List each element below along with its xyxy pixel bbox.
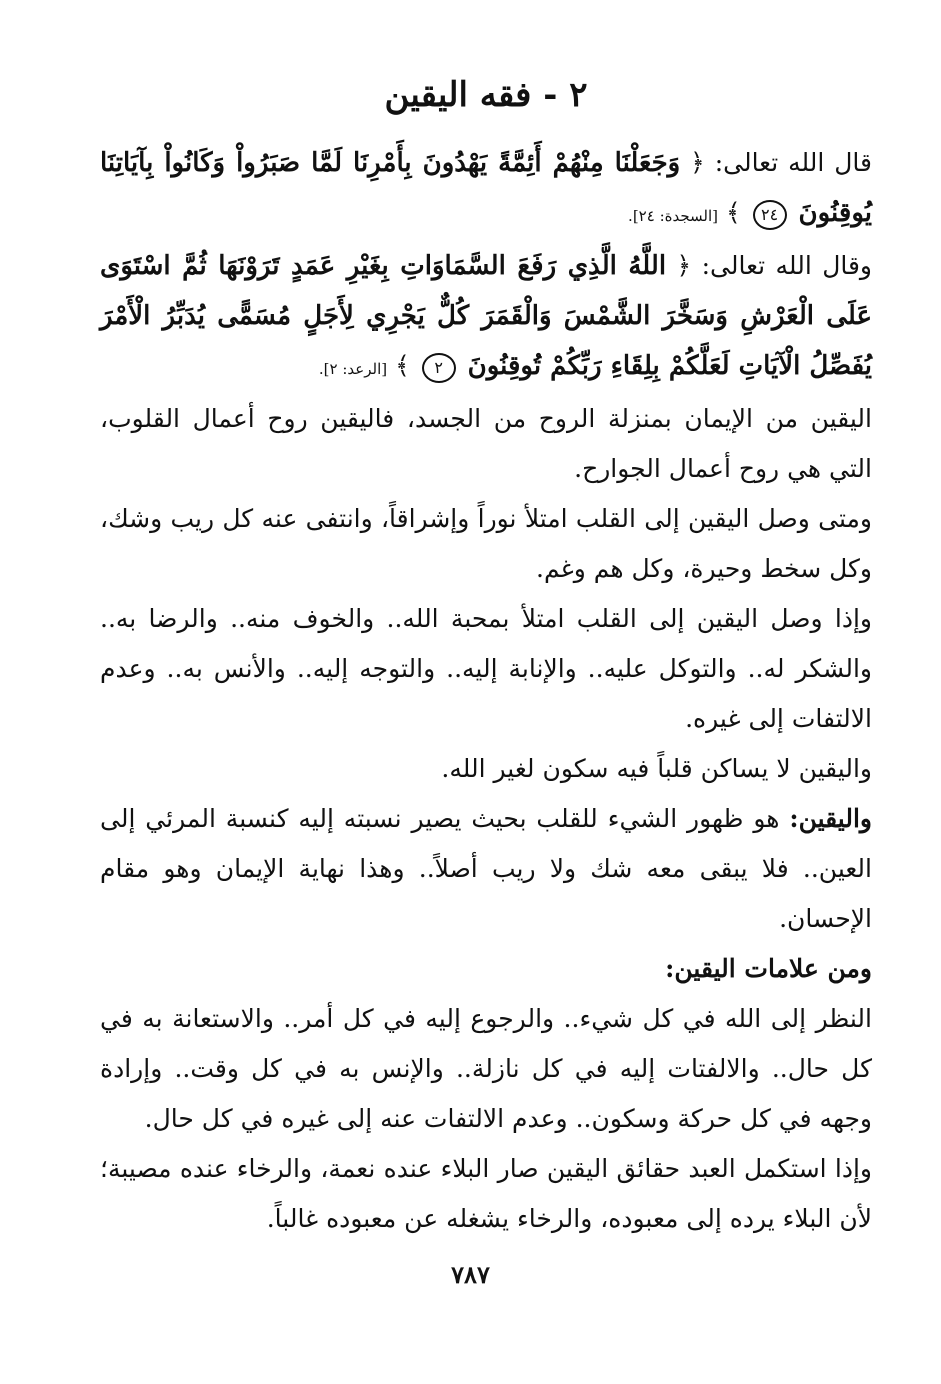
page-content xyxy=(100,60,872,1360)
verse-2-paragraph xyxy=(100,241,872,394)
verse-1-intro: قال الله تعالى: xyxy=(714,148,872,177)
page-title: ٢ - فقه اليقين xyxy=(384,75,588,115)
verse-1-reference: [السجدة: ٢٤]. xyxy=(628,207,719,225)
paragraph-5 xyxy=(100,794,872,944)
verse-1-text: وَجَعَلْنَا مِنْهُمْ أَئِمَّةً يَهْدُونَ بِأَمْرِنَا لَمَّا صَبَرُواْ وَكَانُواْ بِآيَاتِنَا يُوقِنُونَ xyxy=(100,148,872,228)
verse-2-close-bracket: ﴾ xyxy=(395,351,410,380)
definition-text: هو ظهور الشيء للقلب بحيث يصير نسبته إليه كنسبة المرئي إلى العين.. فلا يبقى معه شك ولا ريب أصلاً.. وهذا نهاية الإيمان وهو مقام الإحسان. xyxy=(100,804,872,933)
verse-2-reference: [الرعد: ٢]. xyxy=(318,360,388,378)
verse-2-open-bracket: ﴿ xyxy=(676,251,692,280)
verse-1-close-bracket: ﴾ xyxy=(725,198,741,227)
paragraph-1: اليقين من الإيمان بمنزلة الروح من الجسد، فاليقين روح أعمال القلوب، التي هي روح أعمال الجوارح. xyxy=(100,404,872,483)
page-number: ٧٨٧ xyxy=(451,1260,490,1289)
paragraph-2: ومتى وصل اليقين إلى القلب امتلأ نوراً وإشراقاً، وانتفى عنه كل ريب وشك، وكل سخط وحيرة، وكل هم وغم. xyxy=(100,504,872,583)
section-heading: ومن علامات اليقين: xyxy=(665,954,872,983)
verse-2-intro: وقال الله تعالى: xyxy=(701,251,873,280)
verse-1-open-bracket: ﴿ xyxy=(690,148,705,177)
ayah-number-marker: ٢٤ xyxy=(753,200,787,230)
verse-2-text: اللَّهُ الَّذِي رَفَعَ السَّمَاوَاتِ بِغَيْرِ عَمَدٍ تَرَوْنَهَا ثُمَّ اسْتَوَى عَلَى الْعَرْشِ وَسَخَّرَ الشَّمْسَ وَالْقَمَرَ كُلٌّ يَجْرِي لِأَجَلٍ مُسَمًّى يُدَبِّرُ الْأَمْرَ يُفَصِّلُ الْآيَاتِ لَعَلَّكُمْ بِلِقَاءِ رَبِّكُمْ تُوقِنُونَ xyxy=(100,251,872,381)
definition-label: واليقين: xyxy=(789,804,872,833)
paragraph-6: النظر إلى الله في كل شيء.. والرجوع إليه في كل أمر.. والاستعانة به في كل حال.. والالفتات إليه في كل نازلة.. والإنس به في كل وقت.. وإرادة وجهه في كل حركة وسكون.. وعدم الالتفات عنه إلى غيره في كل حال. xyxy=(100,1004,872,1133)
verse-1-paragraph xyxy=(100,138,872,241)
paragraph-4: واليقين لا يساكن قلباً فيه سكون لغير الله. xyxy=(441,754,872,783)
paragraph-3: وإذا وصل اليقين إلى القلب امتلأ بمحبة الله.. والخوف منه.. والرضا به.. والشكر له.. والتوكل عليه.. والإنابة إليه.. والتوجه إليه.. والأنس به.. وعدم الالتفات إلى غيره. xyxy=(100,604,872,733)
paragraph-7: وإذا استكمل العبد حقائق اليقين صار البلاء عنده نعمة، والرخاء عنده مصيبة؛ لأن البلاء يرده إلى معبوده، والرخاء يشغله عن معبوده غالباً. xyxy=(100,1154,872,1233)
ayah-number-marker: ٢ xyxy=(422,353,456,383)
